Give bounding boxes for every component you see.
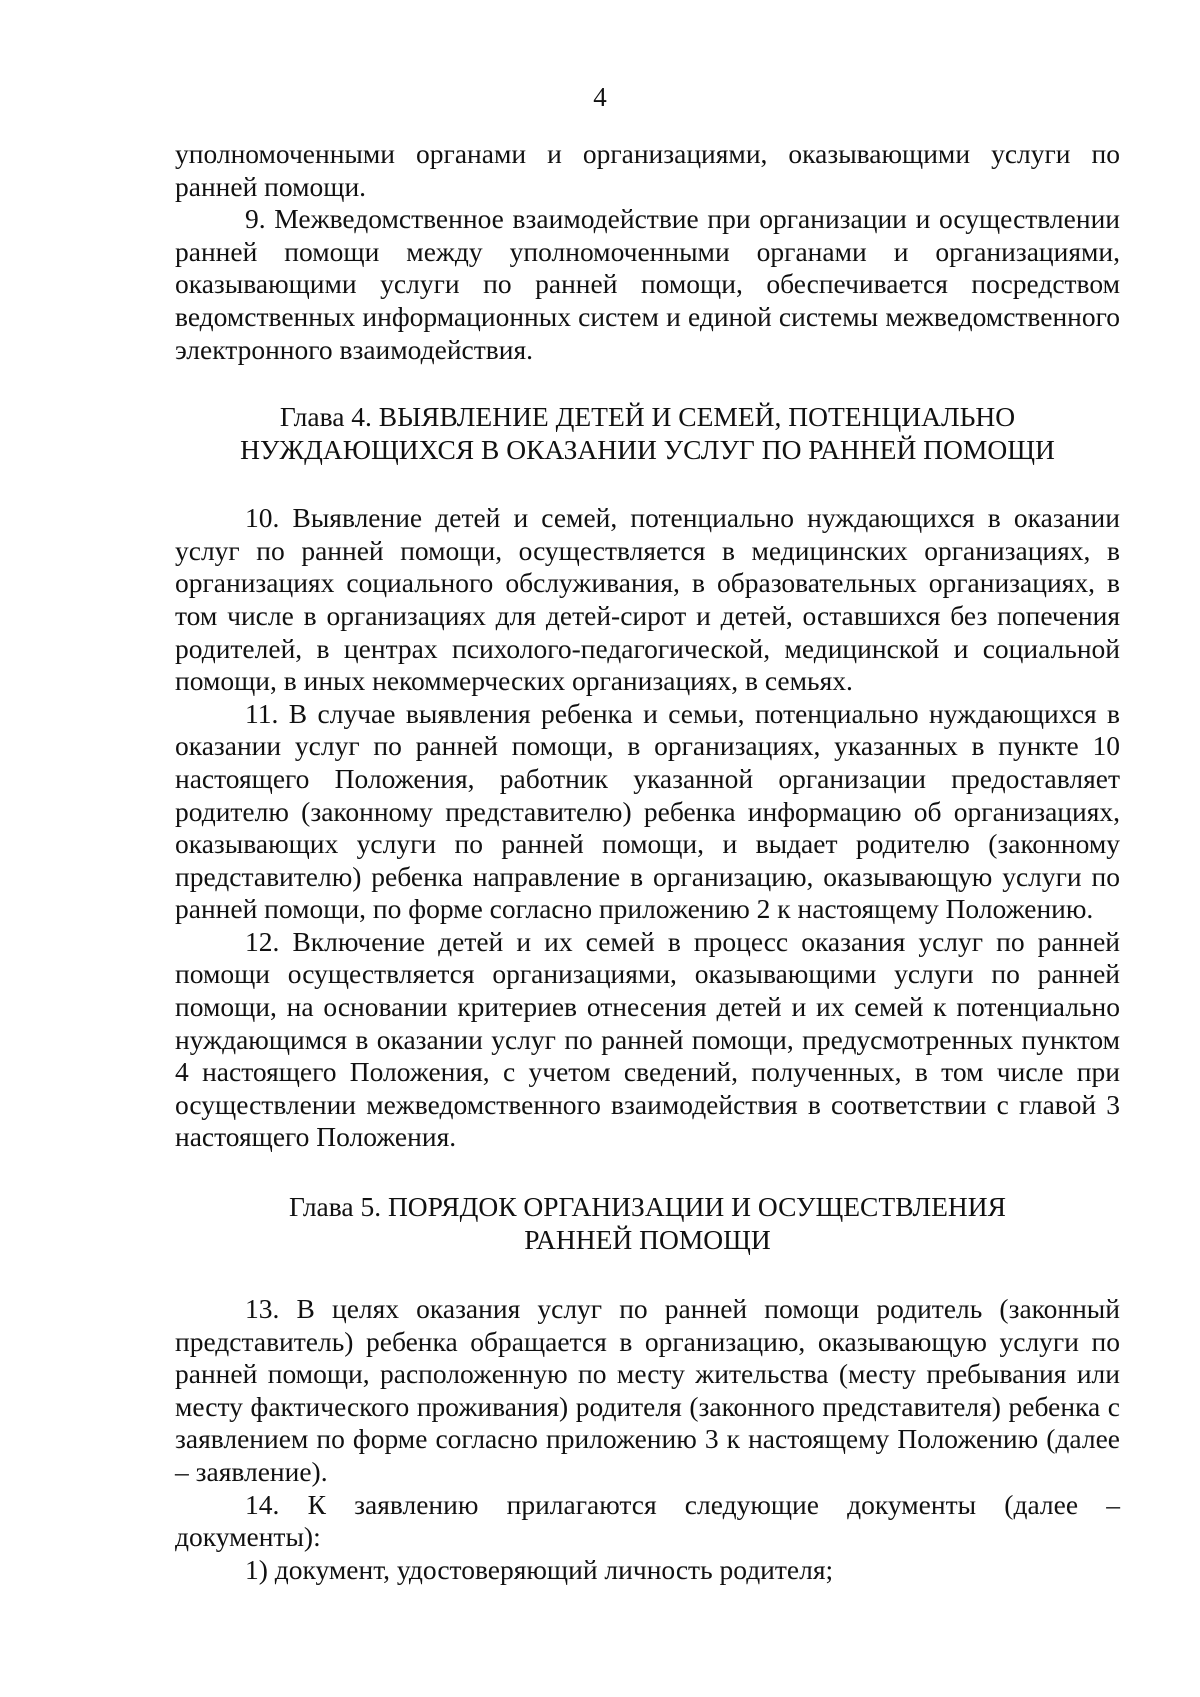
- chapter-5-heading-line-1: Глава 5. ПОРЯДОК ОРГАНИЗАЦИИ И ОСУЩЕСТВЛЕНИЯ: [288, 1191, 1006, 1223]
- chapter-4-heading-line-2: НУЖДАЮЩИХСЯ В ОКАЗАНИИ УСЛУГ ПО РАННЕЙ ПОМОЩИ: [240, 434, 1055, 466]
- spacer: [175, 1256, 1120, 1293]
- chapter-4-heading: [175, 400, 1120, 466]
- document-body: [175, 138, 1120, 1586]
- spacer: [175, 366, 1120, 400]
- paragraph-13: 13. В целях оказания услуг по ранней помощи родитель (законный представитель) ребенка обращается в организацию, оказывающую услуги по ранней помощи, расположенную по месту жительства (месту пребывания или месту фактического проживания) родителя (законного представителя) ребенка с заявлением по форме согласно приложению 3 к настоящему Положению (далее – заявление).: [175, 1293, 1120, 1487]
- spacer: [175, 466, 1120, 502]
- paragraph-14-item-1: 1) документ, удостоверяющий личность родителя;: [245, 1553, 834, 1585]
- chapter-4-heading-line-1: Глава 4. ВЫЯВЛЕНИЕ ДЕТЕЙ И СЕМЕЙ, ПОТЕНЦИАЛЬНО: [279, 401, 1016, 433]
- chapter-5-heading-line-2: РАННЕЙ ПОМОЩИ: [524, 1224, 771, 1256]
- paragraph-9: 9. Межведомственное взаимодействие при организации и осуществлении ранней помощи между уполномоченными органами и организациями, оказывающими услуги по ранней помощи, обеспечивается посредством ведомственных информационных систем и единой системы межведомственного электронного взаимодействия.: [175, 203, 1120, 365]
- paragraph-intro-continuation: уполномоченными органами и организациями, оказывающими услуги по ранней помощи.: [175, 138, 1120, 202]
- paragraph-12: 12. Включение детей и их семей в процесс оказания услуг по ранней помощи осуществляется организациями, оказывающими услуги по ранней помощи, на основании критериев отнесения детей и их семей к потенциально нуждающимся в оказании услуг по ранней помощи, предусмотренных пунктом 4 настоящего Положения, с учетом сведений, полученных, в том числе при осуществлении межведомственного взаимодействия в соответствии с главой 3 настоящего Положения.: [175, 925, 1120, 1153]
- paragraph-14: 14. К заявлению прилагаются следующие документы (далее – документы):: [175, 1488, 1120, 1553]
- paragraph-11: 11. В случае выявления ребенка и семьи, потенциально нуждающихся в оказании услуг по ранней помощи, в организациях, указанных в пункте 10 настоящего Положения, работник указанной организации предоставляет родителю (законному представителю) ребенка информацию об организациях, оказывающих услуги по ранней помощи, и выдает родителю (законному представителю) ребенка направление в организацию, оказывающую услуги по ранней помощи, по форме согласно приложению 2 к настоящему Положению.: [175, 697, 1120, 925]
- page-number: 4: [593, 82, 607, 112]
- chapter-5-heading: [175, 1190, 1120, 1256]
- paragraph-10: 10. Выявление детей и семей, потенциально нуждающихся в оказании услуг по ранней помощи, осуществляется в медицинских организациях, в организациях социального обслуживания, в образовательных организациях, в том числе в организациях для детей-сирот и детей, оставшихся без попечения родителей, в центрах психолого-педагогической, медицинской и социальной помощи, в иных некоммерческих организациях, в семьях.: [175, 502, 1120, 697]
- spacer: [175, 1154, 1120, 1190]
